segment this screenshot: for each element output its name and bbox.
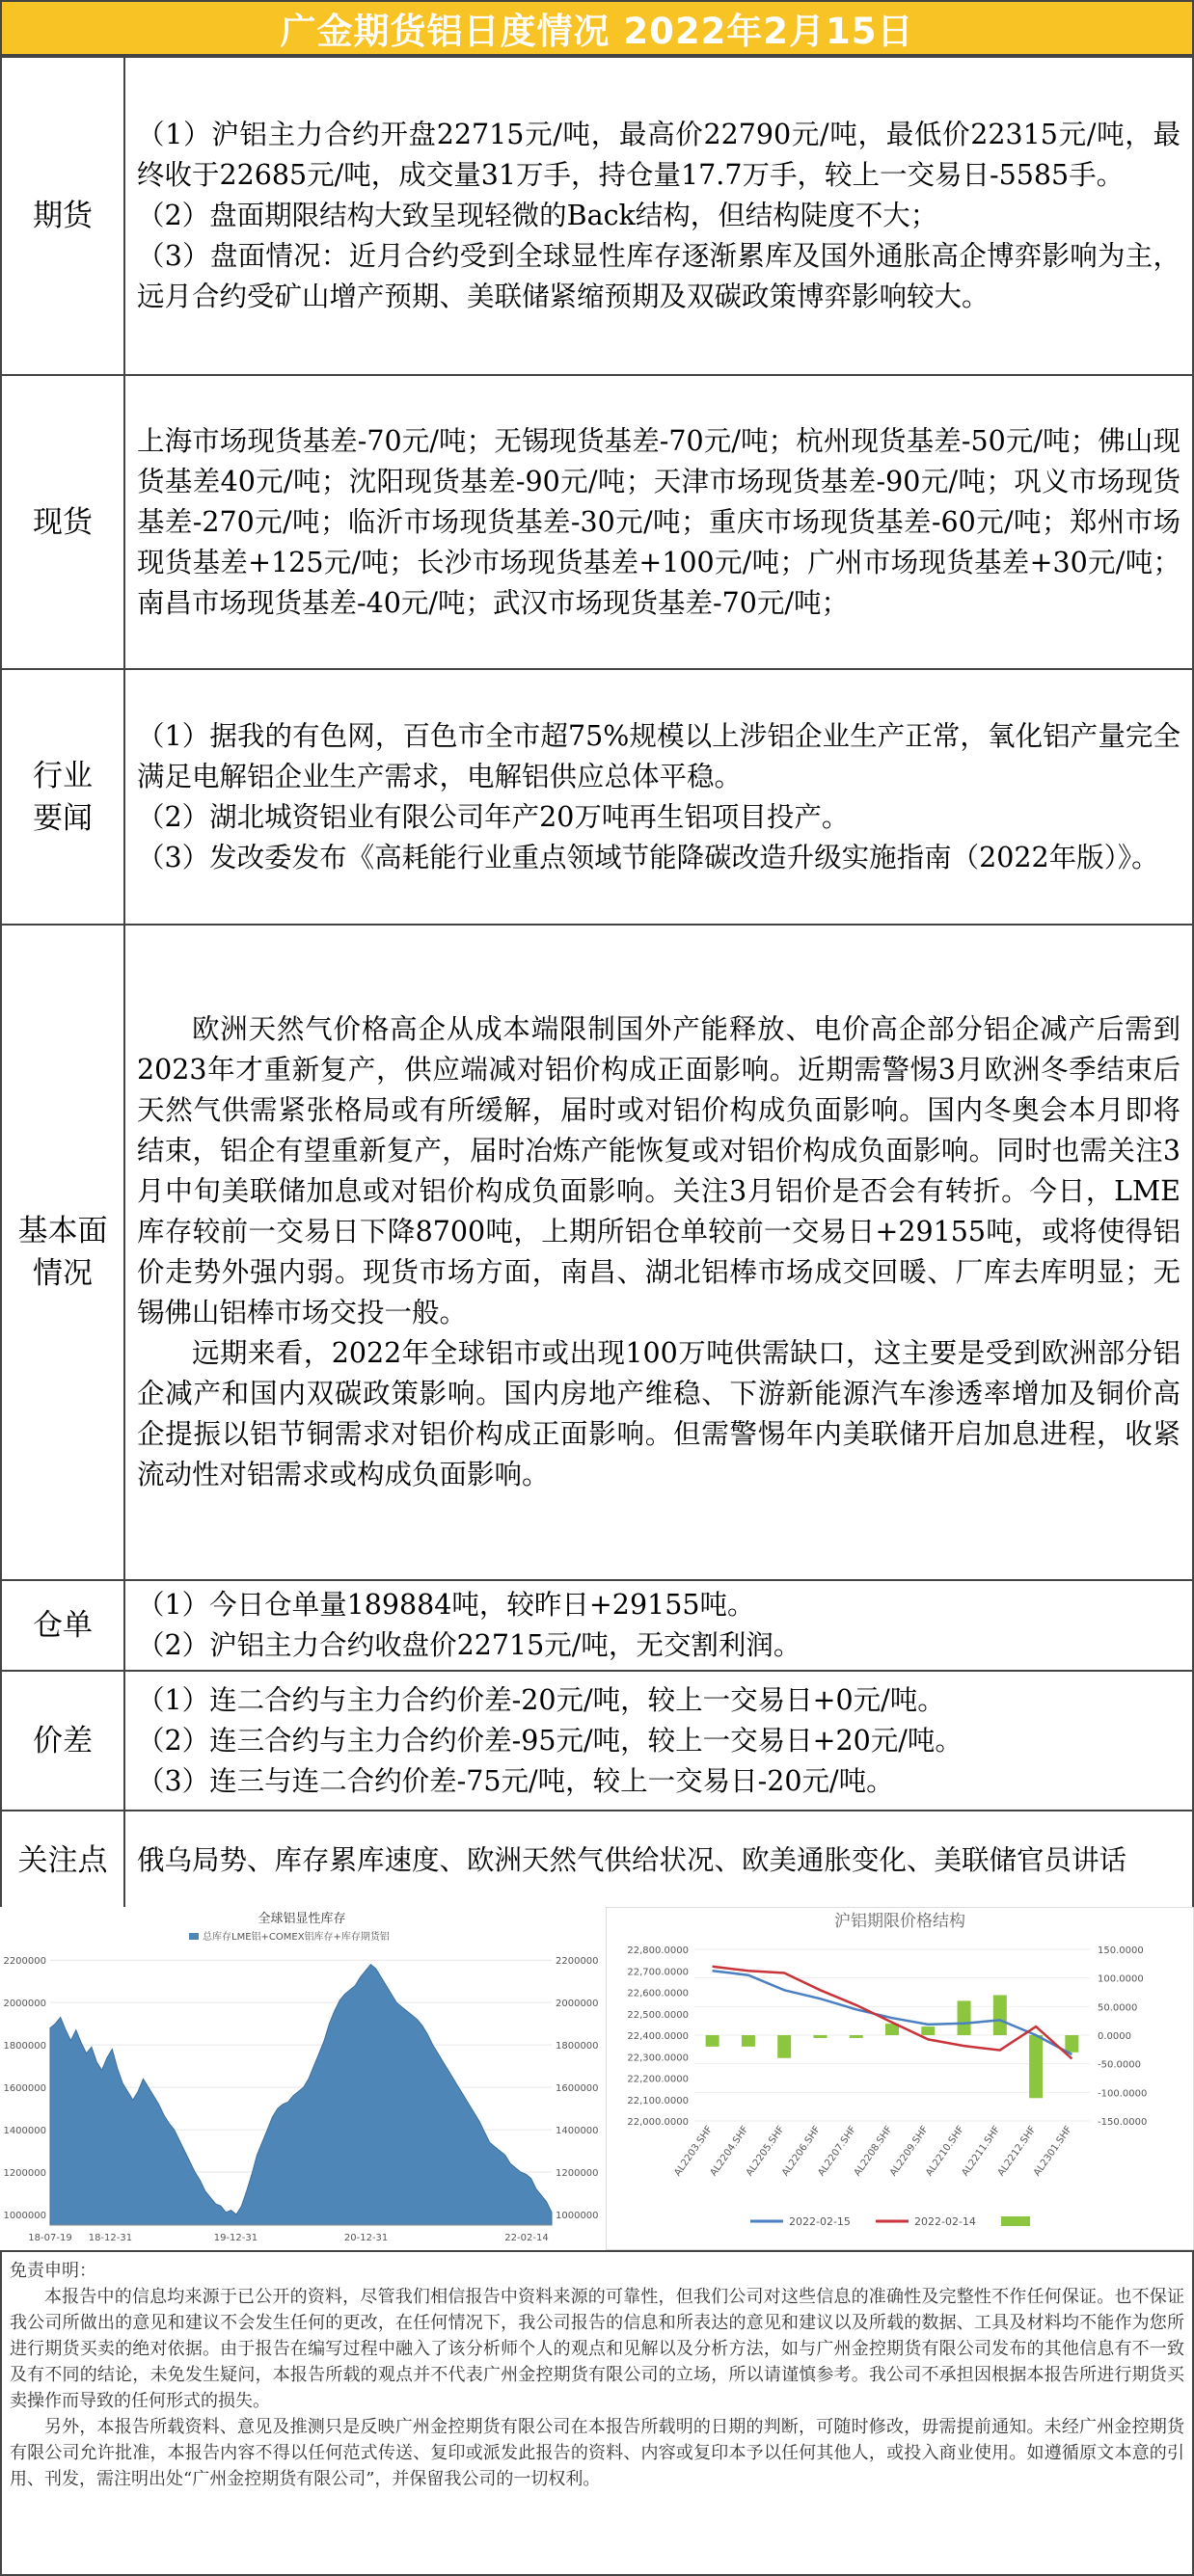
- content-focus: [124, 1811, 1193, 1910]
- label-fundamentals: [1, 925, 124, 1580]
- x-tick: 20-12-31: [343, 2233, 389, 2243]
- futures-p3: （3）盘面情况：近月合约受到全球显性库存逐渐累库及国外通胀高企博弈影响为主，远月合约受矿山增产预期、美联储紧缩预期及双碳政策博弈影响较大。: [137, 240, 1180, 312]
- diff-bar: [742, 2035, 755, 2047]
- row-focus: [1, 1811, 1193, 1910]
- disclaimer-p1: 本报告中的信息均来源于已公开的资料，尽管我们相信报告中资料来源的可靠性，但我们公司对这些信息的准确性及完整性不作任何保证。也不保证我公司所做出的意见和建议不会发生任何的更改，在任何情况下，我公司报告的信息和所表达的意见和建议以及所载的数据、工具及材料均不能作为您所进行期货买卖的绝对依据。由于报告在编写过程中融入了该分析师个人的观点和见解以及分析方法，如与广州金控期货有限公司发布的其他信息有不一致及有不同的结论，未免发生疑问，本报告所载的观点并不代表广州金控期货有限公司的立场，所以请谨慎参考。我公司不承担因根据本报告所进行期货买卖操作而导致的任何形式的损失。: [10, 2287, 1184, 2411]
- diff-bar: [921, 2026, 935, 2035]
- y-tick-left: 22,600.0000: [627, 1988, 689, 1999]
- y-tick-right: 1800000: [556, 2041, 599, 2053]
- legend-swatch: [1001, 2216, 1030, 2226]
- label-spot: 现货: [1, 375, 124, 669]
- x-tick: AL2210.SHF: [924, 2124, 967, 2179]
- spread-p3: （3）连三与连二合约价差-75元/吨，较上一交易日-20元/吨。: [137, 1764, 894, 1797]
- x-tick: 22-02-14: [504, 2233, 549, 2243]
- y-tick-left: 22,100.0000: [627, 2095, 689, 2106]
- label-futures: 期货: [1, 57, 124, 375]
- y-tick-left: 22,800.0000: [627, 1945, 689, 1956]
- diff-bar: [777, 2035, 791, 2058]
- x-tick: AL2204.SHF: [708, 2124, 751, 2179]
- label-news: [1, 669, 124, 925]
- y-tick-left: 22,500.0000: [627, 2009, 689, 2021]
- diff-bar: [1065, 2035, 1078, 2053]
- chart-title: 沪铝期限价格结构: [834, 1912, 965, 1931]
- disclaimer-p2: 另外，本报告所载资料、意见及推测只是反映广州金控期货有限公司在本报告所载明的日期的判断，可随时修改，毋需提前通知。未经广州金控期货有限公司允许批准，本报告内容不得以任何范式传送、复印或派发此报告的资料、内容或复印本予以任何其他人，或投入商业使用。如遵循原文本意的引用、刊发，需注明出处“广州金控期货有限公司”，并保留我公司的一切权利。: [10, 2417, 1184, 2489]
- x-tick: AL2301.SHF: [1032, 2124, 1074, 2179]
- label-fund-line2: 情况: [33, 1256, 93, 1291]
- y-tick-right: 0.0000: [1098, 2031, 1131, 2042]
- spot-p1: 上海市场现货基差-70元/吨；无锡现货基差-70元/吨；杭州现货基差-50元/吨；佛山现货基差40元/吨；沈阳现货基差-90元/吨；天津市场现货基差-90元/吨；巩义市场现货基差-270元/吨；临沂市场现货基差-30元/吨；重庆市场现货基差-60元/吨；郑州市场现货基差+125元/吨；长沙市场现货基差+100元/吨；广州市场现货基差+30元/吨；南昌市场现货基差-40元/吨；武汉市场现货基差-70元/吨；: [137, 424, 1180, 619]
- x-tick: AL2212.SHF: [995, 2124, 1039, 2179]
- term-structure-chart: [606, 1907, 1194, 2250]
- chart-title: 全球铝显性库存: [258, 1912, 346, 1926]
- diff-bar: [993, 1995, 1007, 2035]
- y-tick-left: 2200000: [3, 1956, 46, 1968]
- x-tick: 19-12-31: [213, 2233, 258, 2243]
- label-focus: 关注点: [1, 1811, 124, 1910]
- diff-bar: [706, 2035, 719, 2047]
- x-tick: AL2211.SHF: [960, 2124, 1003, 2179]
- spread-p2: （2）连三合约与主力合约价差-95元/吨，较上一交易日+20元/吨。: [137, 1724, 963, 1757]
- legend-label: 2022-02-15: [789, 2215, 851, 2228]
- label-warrant: 仓单: [1, 1580, 124, 1671]
- warrant-p1: （1）今日仓单量189884吨，较昨日+29155吨。: [137, 1589, 755, 1621]
- legend-label: 总库存LME铝+COMEX铝库存+库存期货铝: [203, 1932, 390, 1943]
- report-table: [0, 56, 1194, 1911]
- label-news-line2: 要闻: [33, 800, 93, 836]
- content-news: [124, 669, 1193, 925]
- futures-p1: （1）沪铝主力合约开盘22715元/吨，最高价22790元/吨，最低价22315元/吨，最终收于22685元/吨，成交量31万手，持仓量17.7万手，较上一交易日-5585手。: [137, 119, 1180, 191]
- y-tick-right: 1200000: [556, 2168, 599, 2180]
- inventory-area: [50, 1965, 552, 2225]
- legend-swatch: [189, 1933, 199, 1940]
- futures-p2: （2）盘面期限结构大致呈现轻微的Back结构，但结构陡度不大；: [137, 200, 938, 231]
- legend-label: 2022-02-14: [914, 2215, 976, 2228]
- y-tick-left: 22,200.0000: [627, 2074, 689, 2085]
- content-warrant: [124, 1580, 1193, 1671]
- row-news: [1, 669, 1193, 925]
- diff-bar: [813, 2035, 827, 2038]
- diff-bar: [850, 2035, 863, 2038]
- label-spread: 价差: [1, 1671, 124, 1811]
- inventory-chart: [0, 1907, 604, 2250]
- report-title: 广金期货铝日度情况 2022年2月15日: [0, 0, 1194, 56]
- x-tick: AL2209.SHF: [887, 2124, 931, 2179]
- y-tick-left: 22,700.0000: [627, 1967, 689, 1978]
- news-p2: （2）湖北城资铝业有限公司年产20万吨再生铝项目投产。: [137, 800, 850, 833]
- news-p1: （1）据我的有色网，百色市全市超75%规模以上涉铝企业生产正常，氧化铝产量完全满足电解铝企业生产需求，电解铝供应总体平稳。: [137, 719, 1180, 792]
- y-tick-left: 1000000: [3, 2211, 46, 2222]
- y-tick-right: 1600000: [556, 2083, 599, 2095]
- chart-frame: [606, 1907, 1194, 2250]
- content-spot: [124, 375, 1193, 669]
- row-spread: [1, 1671, 1193, 1811]
- disclaimer-heading: 免责申明：: [10, 2261, 96, 2281]
- x-tick: 18-12-31: [88, 2233, 133, 2243]
- y-tick-right: 1000000: [556, 2211, 599, 2222]
- diff-bar: [1029, 2035, 1043, 2098]
- y-tick-right: -50.0000: [1098, 2059, 1141, 2071]
- y-tick-left: 22,300.0000: [627, 2053, 689, 2064]
- fundamentals-p1: 欧洲天然气价格高企从成本端限制国外产能释放、电价高企部分铝企减产后需到2023年才重新复产，供应端减对铝价构成正面影响。近期需警惕3月欧洲冬季结束后天然气供需紧张格局或有所缓解，届时或对铝价构成负面影响。国内冬奥会本月即将结束，铝企有望重新复产，届时冶炼产能恢复或对铝价构成负面影响。同时也需关注3月中旬美联储加息或对铝价构成负面影响。关注3月铝价是否会有转折。今日，LME库存较前一交易日下降8700吨，上期所铝仓单较前一交易日+29155吨，或将使得铝价走势外强内弱。现货市场方面，南昌、湖北铝棒市场成交回暖、厂库去库明显；无锡佛山铝棒市场交投一般。: [137, 1013, 1180, 1328]
- y-tick-left: 2000000: [3, 1999, 46, 2010]
- y-tick-right: 1400000: [556, 2126, 599, 2137]
- diff-bar: [958, 2000, 971, 2035]
- x-tick: AL2208.SHF: [852, 2124, 895, 2179]
- y-tick-right: 2000000: [556, 1999, 599, 2010]
- content-spread: [124, 1671, 1193, 1811]
- y-tick-right: 50.0000: [1098, 2002, 1138, 2014]
- charts-area: [0, 1907, 1194, 2250]
- y-tick-left: 1600000: [3, 2083, 46, 2095]
- spread-p1: （1）连二合约与主力合约价差-20元/吨，较上一交易日+0元/吨。: [137, 1683, 945, 1716]
- x-tick: AL2206.SHF: [780, 2124, 823, 2179]
- y-tick-right: -150.0000: [1098, 2117, 1148, 2128]
- row-futures: [1, 57, 1193, 375]
- y-tick-right: 2200000: [556, 1956, 599, 1968]
- label-news-line1: 行业: [33, 758, 93, 793]
- x-tick: 18-07-19: [28, 2233, 72, 2243]
- row-spot: [1, 375, 1193, 669]
- x-tick: AL2203.SHF: [672, 2124, 716, 2179]
- y-tick-left: 1800000: [3, 2041, 46, 2053]
- y-tick-left: 22,400.0000: [627, 2031, 689, 2042]
- content-fundamentals: [124, 925, 1193, 1580]
- y-tick-right: 100.0000: [1098, 1973, 1144, 1985]
- x-tick: AL2205.SHF: [744, 2124, 787, 2179]
- y-tick-left: 1200000: [3, 2168, 46, 2180]
- y-tick-left: 1400000: [3, 2126, 46, 2137]
- warrant-p2: （2）沪铝主力合约收盘价22715元/吨，无交割利润。: [137, 1629, 801, 1661]
- fundamentals-p2: 远期来看，2022年全球铝市或出现100万吨供需缺口，这主要是受到欧洲部分铝企减产和国内双碳政策影响。国内房地产维稳、下游新能源汽车渗透率增加及铜价高企提振以铝节铜需求对铝价构成正面影响。但需警惕年内美联储开启加息进程，收紧流动性对铝需求或构成负面影响。: [137, 1337, 1180, 1490]
- row-fundamentals: [1, 925, 1193, 1580]
- news-p3: （3）发改委发布《高耗能行业重点领域节能降碳改造升级实施指南（2022年版）》。: [137, 841, 1159, 873]
- x-tick: AL2207.SHF: [816, 2124, 859, 2179]
- focus-p1: 俄乌局势、库存累库速度、欧洲天然气供给状况、欧美通胀变化、美联储官员讲话: [137, 1843, 1127, 1876]
- y-tick-right: 150.0000: [1098, 1945, 1144, 1956]
- content-futures: [124, 57, 1193, 375]
- y-tick-left: 22,000.0000: [627, 2117, 689, 2128]
- y-tick-right: -100.0000: [1098, 2088, 1148, 2100]
- disclaimer: [0, 2250, 1194, 2576]
- label-fund-line1: 基本面: [17, 1214, 108, 1248]
- row-warrant: [1, 1580, 1193, 1671]
